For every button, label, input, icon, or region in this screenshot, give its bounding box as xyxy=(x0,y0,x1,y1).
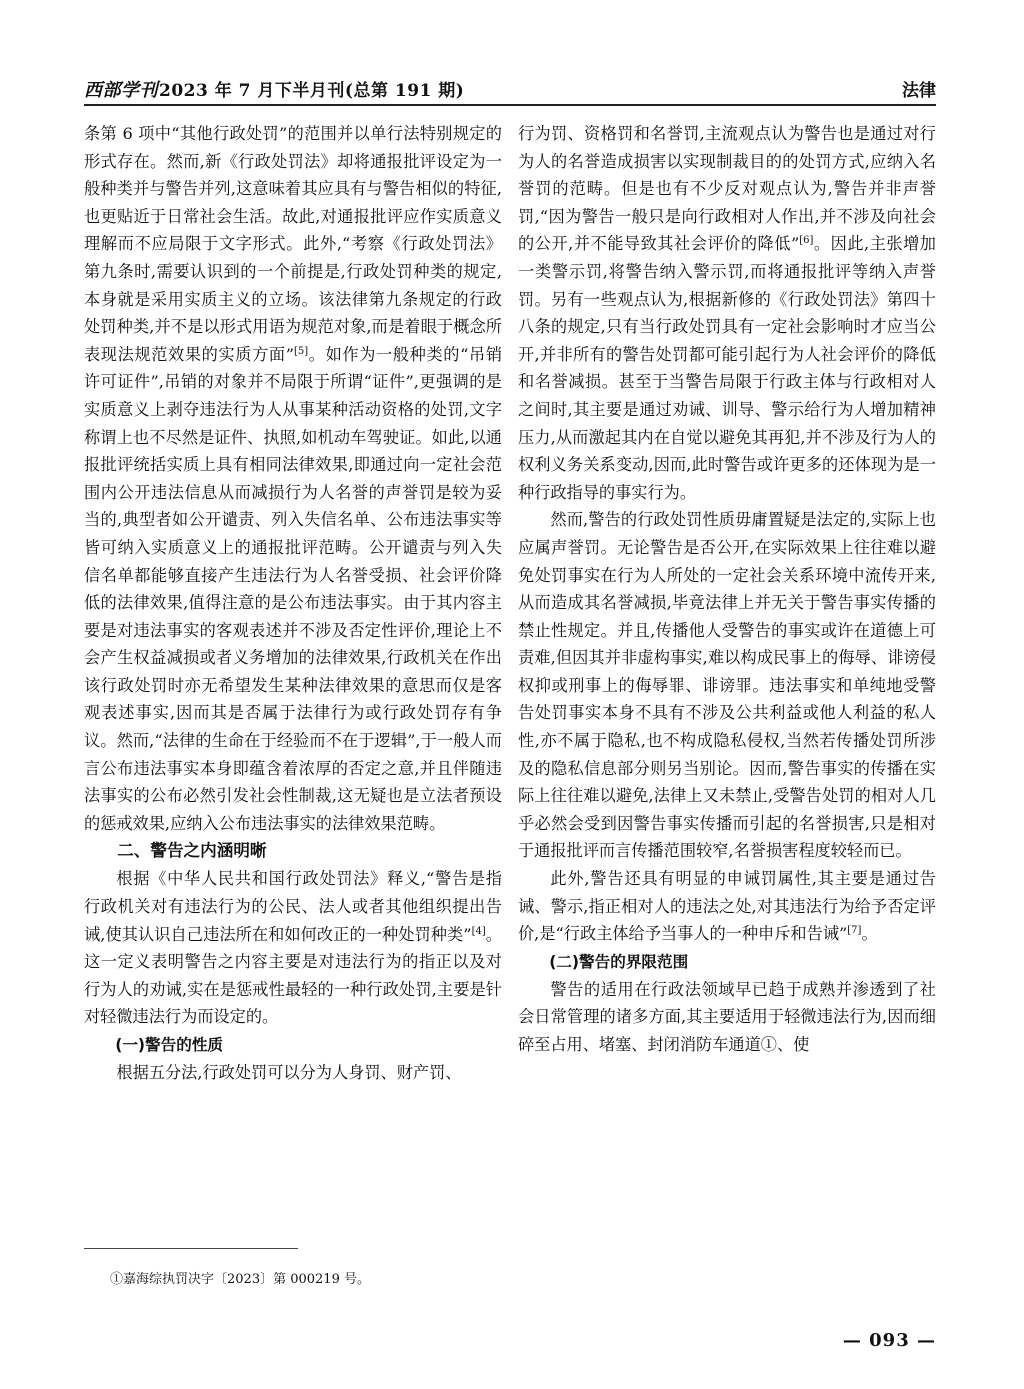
paragraph-text: 。如作为一般种类的“吊销许可证件”,吊销的对象并不局限于所谓“证件”,更强调的是实质意义上剥夺违法行为人从事某种活动资格的处罚,文字称谓上也不尽然是证件、执照,如机动车驾驶证。如此,以通报批评统括实质上具有相同法律效果,即通过向一定社会范围内公开违法信息从而减损行为人名誉的声誉罚是较为妥当的,典型者如公开谴责、列入失信名单、公布违法事实等皆可纳入实质意义上的通报批评范畴。公开谴责与列入失信名单都能够直接产生违法行为人名誉受损、社会评价降低的法律效果,值得注意的是公布违法事实。由于其内容主要是对违法事实的客观表述并不涉及否定性评价,理论上不会产生权益减损或者义务增加的法律效果,行政机关在作出该行政处罚时亦无希望发生某种法律效果的意思而仅是客观表述事实,因而其是否属于法律行为或行政处罚存有争议。然而,“法律的生命在于经验而不在于逻辑”,于一般人而言公布违法事实本身即蕴含着浓厚的否定之意,并且伴随违法事实的公布必然引发社会性制裁,这无疑也是立法者预设的惩戒效果,应纳入公布违法事实的法律效果范畴。 xyxy=(84,344,503,833)
citation-ref: [4] xyxy=(471,925,486,937)
right-column xyxy=(518,120,936,1059)
paragraph xyxy=(518,865,936,948)
paragraph-text: 此外,警告还具有明显的申诫罚属性,其主要是通过告诫、警示,指正相对人的违法之处,对其违法行为给予否定评价,是“行政主体给予当事人的一种申斥和告诫” xyxy=(518,869,936,944)
journal-masthead xyxy=(84,76,464,102)
footnote-divider xyxy=(84,1248,298,1249)
paragraph: 根据五分法,行政处罚可以分为人身罚、财产罚、 xyxy=(116,1063,462,1082)
issue-info: 2023 年 7 月下半月刊(总第 191 期) xyxy=(159,81,465,101)
paragraph-text: 根据《中华人民共和国行政处罚法》释义,“警告是指行政机关对有违法行为的公民、法人或者其他组织提出告诫,使其认识自己违法所在和如何改正的一种处罚种类” xyxy=(84,869,502,944)
journal-logo: 西部学刊 xyxy=(84,80,158,101)
page-header xyxy=(84,70,936,106)
paragraph-text: 。这一定义表明警告之内容主要是对违法行为的指正以及对行为人的劝诫,实在是惩戒性最轻的一种行政处罚,主要是针对轻微违法行为而设定的。 xyxy=(84,924,502,1027)
left-column xyxy=(84,120,502,1087)
citation-ref: [6] xyxy=(799,235,814,247)
paragraph-text: 。因此,主张增加一类警示罚,将警告纳入警示罚,而将通报批评等纳入声誉罚。另有一些观点认为,根据新修的《行政处罚法》第四十八条的规定,只有当行政处罚具有一定社会影响时才应当公开,并非所有的警告处罚都可能引起行为人社会评价的降低和名誉减损。甚至于当警告局限于行政主体与行政相对人之间时,其主要是通过劝诫、训导、警示给行为人增加精神压力,从而激起其内在自觉以避免其再犯,并不涉及行为人的权利义务关系变动,因而,此时警告或许更多的还体现为是一种行政指导的事实行为。 xyxy=(518,234,936,502)
subsection-heading: (二)警告的界限范围 xyxy=(549,952,689,971)
paragraph xyxy=(84,120,502,837)
page-number: — 093 — xyxy=(842,1330,936,1351)
paragraph: 警告的适用在行政法领域早已趋于成熟并渗透到了社会日常管理的诸多方面,其主要适用于轻微违法行为,因而细碎至占用、堵塞、封闭消防车通道①、使 xyxy=(518,979,936,1054)
section-name: 法律 xyxy=(902,81,936,101)
citation-ref: [5] xyxy=(294,345,309,357)
paragraph-text: 。 xyxy=(861,924,878,944)
paragraph xyxy=(518,120,936,506)
citation-ref: [7] xyxy=(847,925,862,937)
paragraph: 然而,警告的行政处罚性质毋庸置疑是法定的,实际上也应属声誉罚。无论警告是否公开,在实际效果上往往难以避免处罚事实在行为人所处的一定社会关系环境中流传开来,从而造成其名誉减损,毕竟法律上并无关于警告事实传播的禁止性规定。并且,传播他人受警告的事实或许在道德上可责难,但因其并非虚构事实,难以构成民事上的侮辱、诽谤侵权抑或刑事上的侮辱罪、诽谤罪。违法事实和单纯地受警告处罚事实本身不具有不涉及公共利益或他人利益的私人性,亦不属于隐私,也不构成隐私侵权,当然若传播处罚所涉及的隐私信息部分则另当别论。因而,警告事实的传播在实际上往往难以避免,法律上又未禁止,受警告处罚的相对人几乎必然会受到因警告事实传播而引起的名誉损害,只是相对于通报批评而言传播范围较窄,名誉损害程度较轻而已。 xyxy=(518,510,936,861)
paragraph-text: 条第 6 项中“其他行政处罚”的范围并以单行法特别规定的形式存在。然而,新《行政处罚法》却将通报批评设定为一般种类并与警告并列,这意味着其应具有与警告相似的特征,也更贴近于日常社会生活。故此,对通报批评应作实质意义理解而不应局限于文字形式。此外,“考察《行政处罚法》第九条时,需要认识到的一个前提是,行政处罚种类的规定,本身就是采用实质主义的立场。该法律第九条规定的行政处罚种类,并不是以形式用语为规范对象,而是着眼于概念所表现法规范效果的实质方面” xyxy=(84,124,502,364)
paragraph-text: 行为罚、资格罚和名誉罚,主流观点认为警告也是通过对行为人的名誉造成损害以实现制裁目的的处罚方式,应纳入名誉罚的范畴。但是也有不少反对观点认为,警告并非声誉罚,“因为警告一般只是向行政相对人作出,并不涉及向社会的公开,并不能导致其社会评价的降低” xyxy=(518,124,936,254)
footnote: ①嘉海综执罚决字〔2023〕第 000219 号。 xyxy=(110,1272,370,1287)
section-heading: 二、警告之内涵明晰 xyxy=(117,841,267,861)
subsection-heading: (一)警告的性质 xyxy=(115,1036,224,1054)
paragraph xyxy=(84,865,502,1031)
